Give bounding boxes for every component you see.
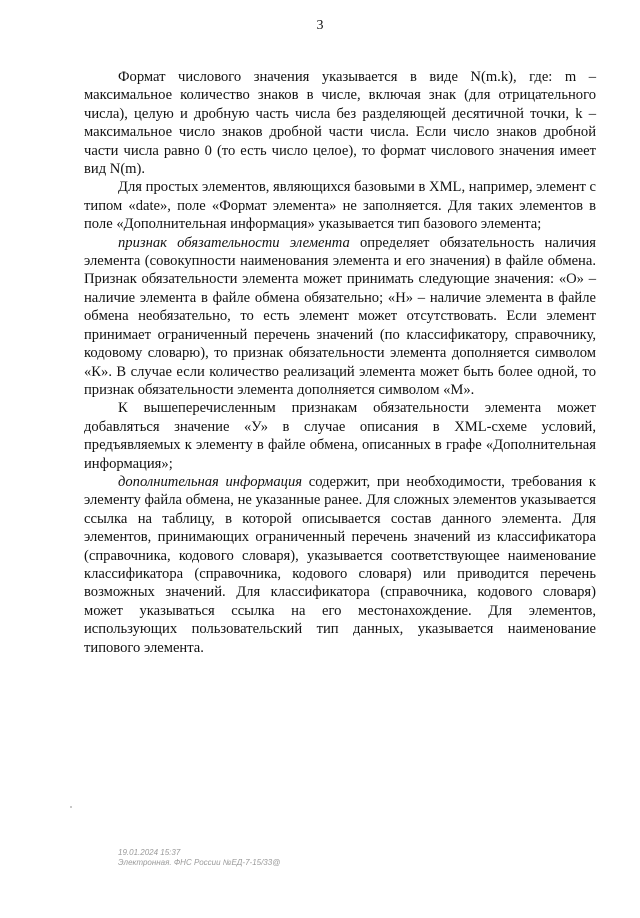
- stamp-date: 19.01.2024 15:37: [118, 848, 181, 857]
- document-body: [84, 68, 596, 657]
- term-mandatory-flag: признак обязательности элемента: [118, 234, 350, 251]
- paragraph-condition-flag: К вышеперечисленным признакам обязательности элемента может добавляться значение «У» в случае описания в XML-схеме условий, предъявляемых к элементу в файле обмена, описанных в графе «Дополнительная информация»;: [84, 400, 596, 472]
- paragraph-simple-elements: Для простых элементов, являющихся базовыми в XML, например, элемент с типом «date», поле «Формат элемента» не заполняется. Для таких элементов в поле «Дополнительная информация» указывается тип базового элемента;: [84, 179, 596, 233]
- term-additional-info: дополнительная информация: [118, 473, 303, 490]
- paragraph-mandatory-flag: [84, 234, 596, 400]
- paragraph-number-format: Формат числового значения указывается в виде N(m.k), где: m – максимальное количество знаков в числе, включая знак (для отрицательного числа), целую и дробную часть числа без разделяющей десятичной точки, k – максимальное число знаков дробной части числа. Если число знаков дробной части числа равно 0 (то есть число целое), то формат числового значения имеет вид N(m).: [84, 69, 596, 178]
- registration-stamp: [118, 848, 280, 868]
- text-additional-info: содержит, при необходимости, требования к элементу файла обмена, не указанные ранее. Для сложных элементов указывается ссылка на таблицу, в которой описывается состав данного элемента. Для элементов, принимающих ограниченный перечень значений из классификатора (справочника, кодового словаря), указывается соответствующее наименование классификатора (справочника, кодового словаря) или приводится перечень возможных значений. Для классификатора (справочника, кодового словаря) может указываться ссылка на его местонахождение. Для элементов, использующих пользовательский тип данных, указывается наименование типового элемента.: [84, 473, 596, 656]
- text-mandatory-flag: определяет обязательность наличия элемента (совокупности наименования элемента и его значения) в файле обмена. Признак обязательности элемента может принимать следующие значения: «О» – наличие элемента в файле обмена обязательно; «Н» – наличие элемента в файле обмена необязательно, то есть элемент может отсутствовать. Если элемент принимает ограниченный перечень значений (по классификатору, справочнику, кодовому словарю), то признак обязательности элемента дополняется символом «К». В случае если количество реализаций элемента может быть более одной, то признак обязательности элемента дополняется символом «М».: [84, 234, 596, 398]
- scan-speck: [70, 806, 72, 808]
- paragraph-additional-info: [84, 473, 596, 657]
- page-number: 3: [316, 18, 324, 33]
- stamp-reference: Электронная. ФНС России №ЕД-7-15/33@: [118, 858, 281, 867]
